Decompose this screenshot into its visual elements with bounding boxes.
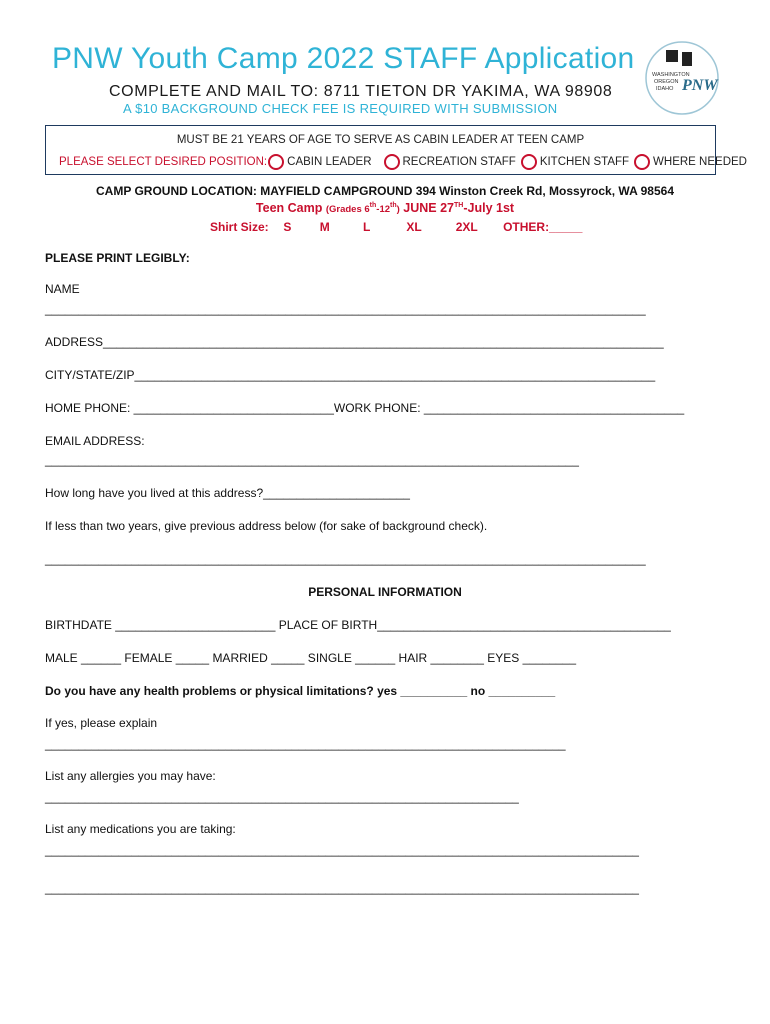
grades-b: -12	[376, 204, 391, 215]
age-notice: MUST BE 21 YEARS OF AGE TO SERVE AS CABIN LEADER AT TEEN CAMP	[176, 134, 585, 146]
phone-fields[interactable]: HOME PHONE: ______________________________WORK PHONE: _______________________________________	[45, 401, 685, 415]
shirt-size-s[interactable]: S	[283, 220, 292, 234]
previous-address-instructions: If less than two years, give previous address below (for sake of background check).	[45, 519, 488, 533]
previous-address-field[interactable]: __________________________________________________________________________________________	[45, 552, 646, 566]
health-question[interactable]: Do you have any health problems or physical limitations? yes __________ no __________	[45, 684, 556, 698]
grades-a: (Grades 6	[325, 204, 370, 215]
logo-icon	[644, 40, 720, 116]
email-field[interactable]: ________________________________________________________________________________	[45, 453, 579, 467]
personal-stats-fields[interactable]: MALE ______ FEMALE _____ MARRIED _____ SINGLE ______ HAIR ________ EYES ________	[45, 651, 577, 665]
allergies-label: List any allergies you may have:	[45, 769, 216, 783]
dates-b: -July 1st	[463, 201, 515, 215]
shirt-size-label: Shirt Size:	[210, 220, 269, 234]
shirt-size-2xl[interactable]: 2XL	[455, 220, 478, 234]
position-selection-box	[45, 125, 747, 175]
shirt-size-l[interactable]: L	[363, 220, 371, 234]
dates-sup: TH	[454, 201, 464, 209]
dates-a: JUNE 27	[399, 201, 454, 215]
medications-field-1[interactable]: _________________________________________________________________________________________	[45, 843, 639, 857]
kitchen-staff-label: KITCHEN STAFF	[539, 156, 630, 168]
shirt-size-row	[210, 220, 582, 234]
medications-field-2[interactable]: _________________________________________________________________________________________	[45, 881, 639, 895]
grades-sup2: th	[390, 201, 397, 209]
name-label: NAME	[45, 282, 80, 296]
cabin-leader-radio[interactable]	[268, 154, 284, 170]
recreation-staff-radio[interactable]	[384, 154, 400, 170]
logo-mark: PNW	[682, 77, 718, 94]
select-position-label: PLEASE SELECT DESIRED POSITION:	[59, 156, 268, 168]
medications-label: List any medications you are taking:	[45, 822, 236, 836]
recreation-staff-label: RECREATION STAFF	[402, 156, 516, 168]
print-legibly-heading: PLEASE PRINT LEGIBLY:	[45, 251, 190, 265]
city-state-zip-field[interactable]: CITY/STATE/ZIP______________________________________________________________________________	[45, 368, 656, 382]
name-field[interactable]: __________________________________________________________________________________________	[45, 302, 646, 316]
birth-fields[interactable]: BIRTHDATE ________________________ PLACE OF BIRTH____________________________________________	[45, 618, 671, 632]
logo-text-2: OREGON	[654, 79, 679, 85]
mail-to-address: COMPLETE AND MAIL TO: 8711 TIETON DR YAKIMA, WA 98908	[109, 83, 613, 100]
shirt-size-xl[interactable]: XL	[406, 220, 422, 234]
where-needed-radio[interactable]	[634, 154, 650, 170]
kitchen-staff-radio[interactable]	[521, 154, 537, 170]
shirt-size-other[interactable]: OTHER:_____	[503, 220, 583, 234]
teen-camp-dates	[0, 201, 770, 215]
where-needed-label: WHERE NEEDED	[653, 156, 747, 168]
pnw-district-logo	[644, 40, 720, 116]
logo-text-3: IDAHO	[656, 86, 674, 92]
form-title: PNW Youth Camp 2022 STAFF Application	[52, 42, 635, 75]
grades-sup1: th	[369, 201, 377, 209]
residence-duration-field[interactable]: How long have you lived at this address?______________________	[45, 486, 410, 500]
personal-info-heading: PERSONAL INFORMATION	[308, 585, 462, 599]
allergies-field[interactable]: _______________________________________________________________________	[45, 790, 519, 804]
grades-c: )	[396, 204, 400, 215]
camp-location: CAMP GROUND LOCATION: MAYFIELD CAMPGROUND 394 Winston Creek Rd, Mossyrock, WA 98564	[96, 184, 674, 198]
teen-camp-label: Teen Camp	[255, 201, 326, 215]
position-options-row	[59, 154, 751, 170]
shirt-size-m[interactable]: M	[319, 220, 330, 234]
fee-notice: A $10 BACKGROUND CHECK FEE IS REQUIRED WITH SUBMISSION	[123, 101, 558, 116]
address-field[interactable]: ADDRESS____________________________________________________________________________________	[45, 335, 664, 349]
cabin-leader-label: CABIN LEADER	[287, 156, 372, 168]
health-explain-field[interactable]: ______________________________________________________________________________	[45, 737, 566, 751]
logo-text-1: WASHINGTON	[652, 72, 690, 78]
if-yes-label: If yes, please explain	[45, 716, 158, 730]
email-label: EMAIL ADDRESS:	[45, 434, 145, 448]
